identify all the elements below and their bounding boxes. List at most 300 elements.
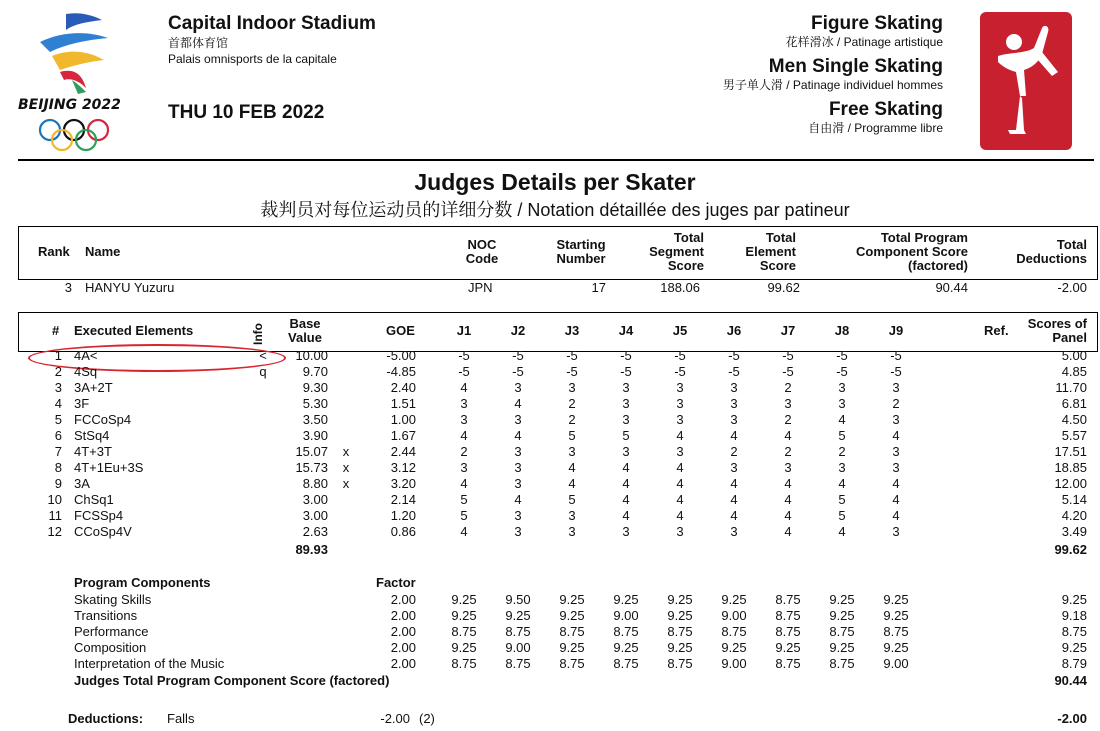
element-base-value: 15.73 bbox=[295, 460, 328, 475]
component-row bbox=[0, 608, 1100, 624]
judge-8-mark: 8.75 bbox=[829, 624, 855, 639]
judge-4-goe: 3 bbox=[622, 444, 630, 459]
judge-3-goe: 3 bbox=[568, 444, 576, 459]
judge-3-mark: 9.25 bbox=[559, 592, 585, 607]
judge-6-mark: 9.25 bbox=[721, 592, 747, 607]
judge-5-mark: 9.25 bbox=[667, 608, 693, 623]
judge-5-mark: 9.25 bbox=[667, 640, 693, 655]
element-base-value: 3.90 bbox=[302, 428, 328, 443]
judge-5-goe: 4 bbox=[676, 428, 684, 443]
factor-header: Factor bbox=[376, 575, 416, 590]
element-row bbox=[0, 460, 1100, 476]
element-row bbox=[0, 396, 1100, 412]
component-factor: 2.00 bbox=[390, 656, 416, 671]
element-goe: 1.51 bbox=[390, 396, 416, 411]
element-row bbox=[0, 476, 1100, 492]
judge-1-goe: -5 bbox=[458, 364, 470, 379]
element-code: 4T+1Eu+3S bbox=[74, 460, 144, 475]
component-panel-score: 8.79 bbox=[1061, 656, 1087, 671]
j7-header: J7 bbox=[780, 323, 796, 338]
element-number: 2 bbox=[54, 364, 62, 379]
judge-8-mark: 8.75 bbox=[829, 656, 855, 671]
judge-4-goe: 4 bbox=[622, 492, 630, 507]
component-name: Interpretation of the Music bbox=[74, 656, 225, 671]
scores-of-panel-header: Scores of Panel bbox=[1027, 316, 1087, 345]
judge-4-goe: -5 bbox=[620, 364, 632, 379]
judge-7-goe: 3 bbox=[784, 396, 792, 411]
judge-7-mark: 8.75 bbox=[775, 592, 801, 607]
element-number: 1 bbox=[54, 348, 62, 363]
venue-block bbox=[168, 13, 376, 67]
judge-8-goe: -5 bbox=[836, 364, 848, 379]
element-goe: 2.44 bbox=[390, 444, 416, 459]
judge-6-goe: -5 bbox=[728, 364, 740, 379]
j4-header: J4 bbox=[618, 323, 634, 338]
deductions-header: Total Deductions bbox=[1016, 237, 1087, 266]
beijing-2022-logo bbox=[16, 8, 136, 158]
element-panel-score: 11.70 bbox=[1055, 380, 1087, 395]
venue-name-cn: 首都体育馆 bbox=[168, 36, 229, 50]
judge-1-goe: -5 bbox=[458, 348, 470, 363]
components-header-row bbox=[0, 575, 1100, 591]
judge-5-goe: 3 bbox=[676, 524, 684, 539]
judge-8-mark: 9.25 bbox=[829, 640, 855, 655]
judge-7-goe: -5 bbox=[782, 364, 794, 379]
component-factor: 2.00 bbox=[390, 608, 416, 623]
deductions-value: -2.00 bbox=[380, 711, 410, 726]
judge-1-mark: 9.25 bbox=[451, 592, 477, 607]
element-base-value: 15.07 bbox=[295, 444, 328, 459]
judge-9-mark: 9.25 bbox=[883, 592, 909, 607]
element-info: q bbox=[259, 364, 267, 379]
judge-2-goe: -5 bbox=[512, 348, 524, 363]
element-goe: 0.86 bbox=[390, 524, 416, 539]
element-base-value: 3.00 bbox=[302, 492, 328, 507]
component-row bbox=[0, 656, 1100, 672]
judge-4-goe: 5 bbox=[622, 428, 630, 443]
judge-8-goe: 2 bbox=[838, 444, 846, 459]
j2-header: J2 bbox=[510, 323, 526, 338]
element-base-value: 3.00 bbox=[302, 508, 328, 523]
segment: Free Skating bbox=[828, 99, 943, 120]
judge-9-goe: 3 bbox=[892, 412, 900, 427]
judge-8-goe: 3 bbox=[838, 380, 846, 395]
element-panel-score: 5.00 bbox=[1061, 348, 1087, 363]
judge-7-goe: 2 bbox=[784, 380, 792, 395]
judge-8-goe: 4 bbox=[838, 412, 846, 427]
judge-1-mark: 8.75 bbox=[451, 624, 477, 639]
program-components-header: Program Components bbox=[74, 575, 211, 590]
element-base-value: 9.70 bbox=[302, 364, 328, 379]
judge-8-goe: 5 bbox=[838, 508, 846, 523]
judge-2-goe: 4 bbox=[514, 428, 522, 443]
judge-3-goe: -5 bbox=[566, 364, 578, 379]
element-number: 11 bbox=[48, 508, 62, 523]
component-name: Performance bbox=[74, 624, 149, 639]
element-row bbox=[0, 348, 1100, 364]
judge-4-goe: 3 bbox=[622, 380, 630, 395]
component-panel-score: 8.75 bbox=[1061, 624, 1087, 639]
element-panel-score: 4.20 bbox=[1061, 508, 1087, 523]
executed-elements-header: Executed Elements bbox=[74, 323, 194, 338]
judge-2-goe: 3 bbox=[514, 412, 522, 427]
component-row bbox=[0, 624, 1100, 640]
skater-name: HANYU Yuzuru bbox=[85, 280, 175, 295]
judge-9-mark: 9.00 bbox=[883, 656, 909, 671]
element-panel-score: 5.57 bbox=[1061, 428, 1087, 443]
judge-5-goe: -5 bbox=[674, 348, 686, 363]
element-goe: 1.67 bbox=[390, 428, 416, 443]
element-number: 6 bbox=[54, 428, 62, 443]
judge-1-goe: 4 bbox=[460, 524, 468, 539]
judge-8-goe: 3 bbox=[838, 396, 846, 411]
element-code: StSq4 bbox=[74, 428, 110, 443]
report-title bbox=[0, 169, 1100, 222]
judge-6-mark: 9.25 bbox=[721, 640, 747, 655]
j8-header: J8 bbox=[834, 323, 850, 338]
elements-header-row bbox=[0, 323, 1100, 345]
judge-7-goe: 3 bbox=[784, 460, 792, 475]
judge-2-mark: 9.00 bbox=[505, 640, 531, 655]
component-panel-score: 9.18 bbox=[1061, 608, 1087, 623]
element-row bbox=[0, 524, 1100, 540]
discipline-sub: 花样滑冰 / Patinage artistique bbox=[785, 35, 943, 49]
element-goe: 3.12 bbox=[390, 460, 416, 475]
judge-6-goe: 4 bbox=[730, 508, 738, 523]
component-factor: 2.00 bbox=[390, 624, 416, 639]
element-goe: 3.20 bbox=[390, 476, 416, 491]
component-panel-score: 9.25 bbox=[1061, 640, 1087, 655]
judge-4-goe: -5 bbox=[620, 348, 632, 363]
goe-header: GOE bbox=[386, 323, 415, 338]
element-base-value: 8.80 bbox=[302, 476, 328, 491]
judge-8-goe: -5 bbox=[836, 348, 848, 363]
judge-5-goe: 4 bbox=[676, 476, 684, 491]
element-code: CCoSp4V bbox=[74, 524, 132, 539]
judge-3-goe: 2 bbox=[568, 412, 576, 427]
judge-5-mark: 9.25 bbox=[667, 592, 693, 607]
tes-header: Total Element Score bbox=[745, 230, 796, 273]
element-number: 8 bbox=[54, 460, 62, 475]
judge-1-goe: 3 bbox=[460, 396, 468, 411]
judge-9-mark: 8.75 bbox=[883, 624, 909, 639]
pcs-header: Total Program Component Score (factored) bbox=[856, 230, 968, 273]
judge-1-goe: 4 bbox=[460, 428, 468, 443]
judge-9-goe: 4 bbox=[892, 508, 900, 523]
judge-3-mark: 8.75 bbox=[559, 656, 585, 671]
element-base-value: 2.63 bbox=[302, 524, 328, 539]
element-code: 3F bbox=[74, 396, 90, 411]
judge-1-mark: 9.25 bbox=[451, 640, 477, 655]
judge-6-goe: 3 bbox=[730, 524, 738, 539]
figure-skating-pictogram bbox=[980, 12, 1072, 150]
element-bonus-marker: x bbox=[342, 460, 350, 475]
games-wordmark: BEIJING 2022 bbox=[18, 97, 121, 113]
judge-5-goe: 3 bbox=[676, 412, 684, 427]
deductions-label: Deductions: bbox=[68, 711, 144, 726]
component-name: Skating Skills bbox=[74, 592, 152, 607]
element-code: 3A bbox=[74, 476, 90, 491]
judge-6-mark: 8.75 bbox=[721, 624, 747, 639]
element-code: 4A< bbox=[74, 348, 98, 363]
judge-4-mark: 9.00 bbox=[613, 608, 639, 623]
judge-9-mark: 9.25 bbox=[883, 608, 909, 623]
judge-7-mark: 8.75 bbox=[775, 608, 801, 623]
rank-header: Rank bbox=[38, 244, 70, 259]
element-base-value: 5.30 bbox=[302, 396, 328, 411]
judge-4-goe: 4 bbox=[622, 508, 630, 523]
judge-5-goe: 4 bbox=[676, 460, 684, 475]
judge-6-mark: 9.00 bbox=[721, 656, 747, 671]
judge-7-goe: 4 bbox=[784, 428, 792, 443]
judge-2-goe: 3 bbox=[514, 476, 522, 491]
element-row bbox=[0, 428, 1100, 444]
judge-2-mark: 8.75 bbox=[505, 656, 531, 671]
component-factor: 2.00 bbox=[390, 640, 416, 655]
element-panel-score: 5.14 bbox=[1061, 492, 1087, 507]
judge-3-goe: 3 bbox=[568, 508, 576, 523]
judge-1-goe: 2 bbox=[460, 444, 468, 459]
pcs-total-label: Judges Total Program Component Score (factored) bbox=[74, 673, 390, 688]
tss-header: Total Segment Score bbox=[649, 230, 704, 273]
judge-3-goe: 5 bbox=[568, 492, 576, 507]
element-number: 3 bbox=[54, 380, 62, 395]
judge-2-goe: -5 bbox=[512, 364, 524, 379]
judge-8-goe: 4 bbox=[838, 476, 846, 491]
judge-7-mark: 9.25 bbox=[775, 640, 801, 655]
skater-deductions: -2.00 bbox=[1057, 280, 1087, 295]
judge-5-goe: 3 bbox=[676, 444, 684, 459]
judge-4-goe: 3 bbox=[622, 412, 630, 427]
judge-8-mark: 9.25 bbox=[829, 608, 855, 623]
deductions-total: -2.00 bbox=[1057, 711, 1087, 726]
judge-3-mark: 9.25 bbox=[559, 640, 585, 655]
judge-4-goe: 4 bbox=[622, 476, 630, 491]
judge-4-mark: 8.75 bbox=[613, 656, 639, 671]
judge-1-goe: 5 bbox=[460, 508, 468, 523]
judge-9-goe: -5 bbox=[890, 348, 902, 363]
j5-header: J5 bbox=[672, 323, 688, 338]
element-panel-score: 3.49 bbox=[1061, 524, 1087, 539]
judge-3-mark: 9.25 bbox=[559, 608, 585, 623]
judge-2-mark: 9.50 bbox=[505, 592, 531, 607]
element-goe: 1.20 bbox=[390, 508, 416, 523]
header-rule bbox=[18, 159, 1094, 161]
name-header: Name bbox=[85, 244, 121, 259]
judge-2-goe: 4 bbox=[514, 492, 522, 507]
judge-6-goe: 2 bbox=[730, 444, 738, 459]
event-block bbox=[723, 13, 943, 142]
judge-6-goe: -5 bbox=[728, 348, 740, 363]
ref-header: Ref. bbox=[984, 323, 1009, 338]
component-panel-score: 9.25 bbox=[1061, 592, 1087, 607]
judge-7-goe: 4 bbox=[784, 508, 792, 523]
info-header: Info bbox=[251, 323, 265, 345]
judge-4-mark: 8.75 bbox=[613, 624, 639, 639]
judge-9-goe: -5 bbox=[890, 364, 902, 379]
element-goe: -5.00 bbox=[386, 348, 416, 363]
judge-9-mark: 9.25 bbox=[883, 640, 909, 655]
deductions-type: Falls bbox=[167, 711, 195, 726]
judge-6-goe: 3 bbox=[730, 396, 738, 411]
judge-7-mark: 8.75 bbox=[775, 624, 801, 639]
element-code: FCCoSp4 bbox=[74, 412, 132, 427]
judge-9-goe: 3 bbox=[892, 444, 900, 459]
judge-4-goe: 3 bbox=[622, 524, 630, 539]
judge-1-mark: 9.25 bbox=[451, 608, 477, 623]
judge-5-goe: 3 bbox=[676, 396, 684, 411]
element-info: < bbox=[259, 348, 267, 363]
j9-header: J9 bbox=[888, 323, 904, 338]
judge-7-goe: 4 bbox=[784, 476, 792, 491]
element-row bbox=[0, 492, 1100, 508]
element-goe: 2.14 bbox=[390, 492, 416, 507]
judge-8-goe: 5 bbox=[838, 428, 846, 443]
element-base-value: 10.00 bbox=[295, 348, 328, 363]
judge-6-goe: 4 bbox=[730, 476, 738, 491]
judge-5-goe: 4 bbox=[676, 508, 684, 523]
element-row bbox=[0, 412, 1100, 428]
judge-9-goe: 4 bbox=[892, 492, 900, 507]
element-totals-row bbox=[0, 542, 1100, 558]
j3-header: J3 bbox=[564, 323, 580, 338]
component-name: Composition bbox=[74, 640, 147, 655]
judge-4-mark: 9.25 bbox=[613, 592, 639, 607]
deductions-row bbox=[0, 711, 1100, 727]
skater-start: 17 bbox=[591, 280, 606, 295]
discipline: Figure Skating bbox=[811, 13, 943, 34]
judge-8-mark: 9.25 bbox=[829, 592, 855, 607]
judge-6-mark: 9.00 bbox=[721, 608, 747, 623]
element-bonus-marker: x bbox=[342, 476, 350, 491]
judge-7-goe: 4 bbox=[784, 524, 792, 539]
element-number: 10 bbox=[47, 492, 62, 507]
element-goe: 2.40 bbox=[390, 380, 416, 395]
element-row bbox=[0, 364, 1100, 380]
judge-7-goe: 2 bbox=[784, 444, 792, 459]
judge-4-mark: 9.25 bbox=[613, 640, 639, 655]
judge-3-goe: 4 bbox=[568, 476, 576, 491]
base-value-header: Base Value bbox=[288, 316, 322, 345]
num-header: # bbox=[52, 323, 60, 338]
judge-9-goe: 4 bbox=[892, 428, 900, 443]
judge-7-mark: 8.75 bbox=[775, 656, 801, 671]
judge-5-mark: 8.75 bbox=[667, 656, 693, 671]
element-panel-score: 4.50 bbox=[1061, 412, 1087, 427]
judge-4-goe: 4 bbox=[622, 460, 630, 475]
element-number: 12 bbox=[47, 524, 62, 539]
judge-1-goe: 4 bbox=[460, 380, 468, 395]
judge-1-goe: 4 bbox=[460, 476, 468, 491]
judge-9-goe: 4 bbox=[892, 476, 900, 491]
judge-1-goe: 5 bbox=[460, 492, 468, 507]
judge-2-goe: 3 bbox=[514, 444, 522, 459]
skater-tes: 99.62 bbox=[767, 280, 800, 295]
element-number: 7 bbox=[54, 444, 62, 459]
skater-row bbox=[0, 280, 1100, 296]
judge-9-goe: 3 bbox=[892, 524, 900, 539]
judge-7-goe: -5 bbox=[782, 348, 794, 363]
element-row bbox=[0, 444, 1100, 460]
j6-header: J6 bbox=[726, 323, 742, 338]
category-sub: 男子单人滑 / Patinage individuel hommes bbox=[722, 78, 943, 92]
judge-5-goe: 4 bbox=[676, 492, 684, 507]
judge-3-goe: 5 bbox=[568, 428, 576, 443]
component-row bbox=[0, 592, 1100, 608]
venue-name: Capital Indoor Stadium bbox=[168, 13, 376, 34]
element-panel-score: 17.51 bbox=[1054, 444, 1087, 459]
element-goe: 1.00 bbox=[390, 412, 416, 427]
element-code: ChSq1 bbox=[74, 492, 114, 507]
judge-2-goe: 3 bbox=[514, 508, 522, 523]
element-bonus-marker: x bbox=[342, 444, 350, 459]
venue-name-fr: Palais omnisports de la capitale bbox=[168, 52, 337, 66]
element-base-value: 3.50 bbox=[302, 412, 328, 427]
judge-5-goe: 3 bbox=[676, 380, 684, 395]
element-code: 4T+3T bbox=[74, 444, 112, 459]
judge-6-goe: 3 bbox=[730, 460, 738, 475]
judge-6-goe: 4 bbox=[730, 492, 738, 507]
judge-7-goe: 2 bbox=[784, 412, 792, 427]
pcs-total-row bbox=[0, 673, 1100, 689]
element-panel-score: 4.85 bbox=[1061, 364, 1087, 379]
element-panel-score: 12.00 bbox=[1054, 476, 1087, 491]
report-title-sub: 裁判员对每位运动员的详细分数 / Notation détaillée des juges par patineur bbox=[260, 200, 850, 220]
total-element-score: 99.62 bbox=[1054, 542, 1087, 557]
category: Men Single Skating bbox=[768, 56, 943, 77]
judge-3-goe: 4 bbox=[568, 460, 576, 475]
element-row bbox=[0, 508, 1100, 524]
judge-9-goe: 3 bbox=[892, 460, 900, 475]
segment-sub: 自由滑 / Programme libre bbox=[808, 121, 943, 135]
judge-8-goe: 5 bbox=[838, 492, 846, 507]
judge-3-mark: 8.75 bbox=[559, 624, 585, 639]
element-code: 3A+2T bbox=[74, 380, 113, 395]
deductions-count: (2) bbox=[419, 711, 435, 726]
judge-8-goe: 4 bbox=[838, 524, 846, 539]
judge-2-goe: 3 bbox=[514, 460, 522, 475]
judge-1-goe: 3 bbox=[460, 412, 468, 427]
pcs-total-value: 90.44 bbox=[1054, 673, 1087, 688]
judge-1-mark: 8.75 bbox=[451, 656, 477, 671]
judge-9-goe: 3 bbox=[892, 380, 900, 395]
component-factor: 2.00 bbox=[390, 592, 416, 607]
judge-4-goe: 3 bbox=[622, 396, 630, 411]
judge-8-goe: 3 bbox=[838, 460, 846, 475]
judge-3-goe: 3 bbox=[568, 380, 576, 395]
element-number: 4 bbox=[54, 396, 62, 411]
judge-1-goe: 3 bbox=[460, 460, 468, 475]
report-title-main: Judges Details per Skater bbox=[414, 169, 696, 195]
judge-9-goe: 2 bbox=[892, 396, 900, 411]
judge-3-goe: 3 bbox=[568, 524, 576, 539]
element-code: 4Sq bbox=[74, 364, 98, 379]
skater-noc: JPN bbox=[468, 280, 493, 295]
element-panel-score: 6.81 bbox=[1061, 396, 1087, 411]
judge-5-goe: -5 bbox=[674, 364, 686, 379]
judge-3-goe: -5 bbox=[566, 348, 578, 363]
event-date: THU 10 FEB 2022 bbox=[168, 102, 325, 123]
judge-6-goe: 3 bbox=[730, 412, 738, 427]
start-header: Starting Number bbox=[556, 237, 606, 266]
noc-header: NOC Code bbox=[465, 237, 499, 266]
component-row bbox=[0, 640, 1100, 656]
skater-pcs: 90.44 bbox=[935, 280, 968, 295]
skater-tss: 188.06 bbox=[660, 280, 700, 295]
total-base-value: 89.93 bbox=[295, 542, 328, 557]
element-number: 5 bbox=[54, 412, 62, 427]
judge-7-goe: 4 bbox=[784, 492, 792, 507]
